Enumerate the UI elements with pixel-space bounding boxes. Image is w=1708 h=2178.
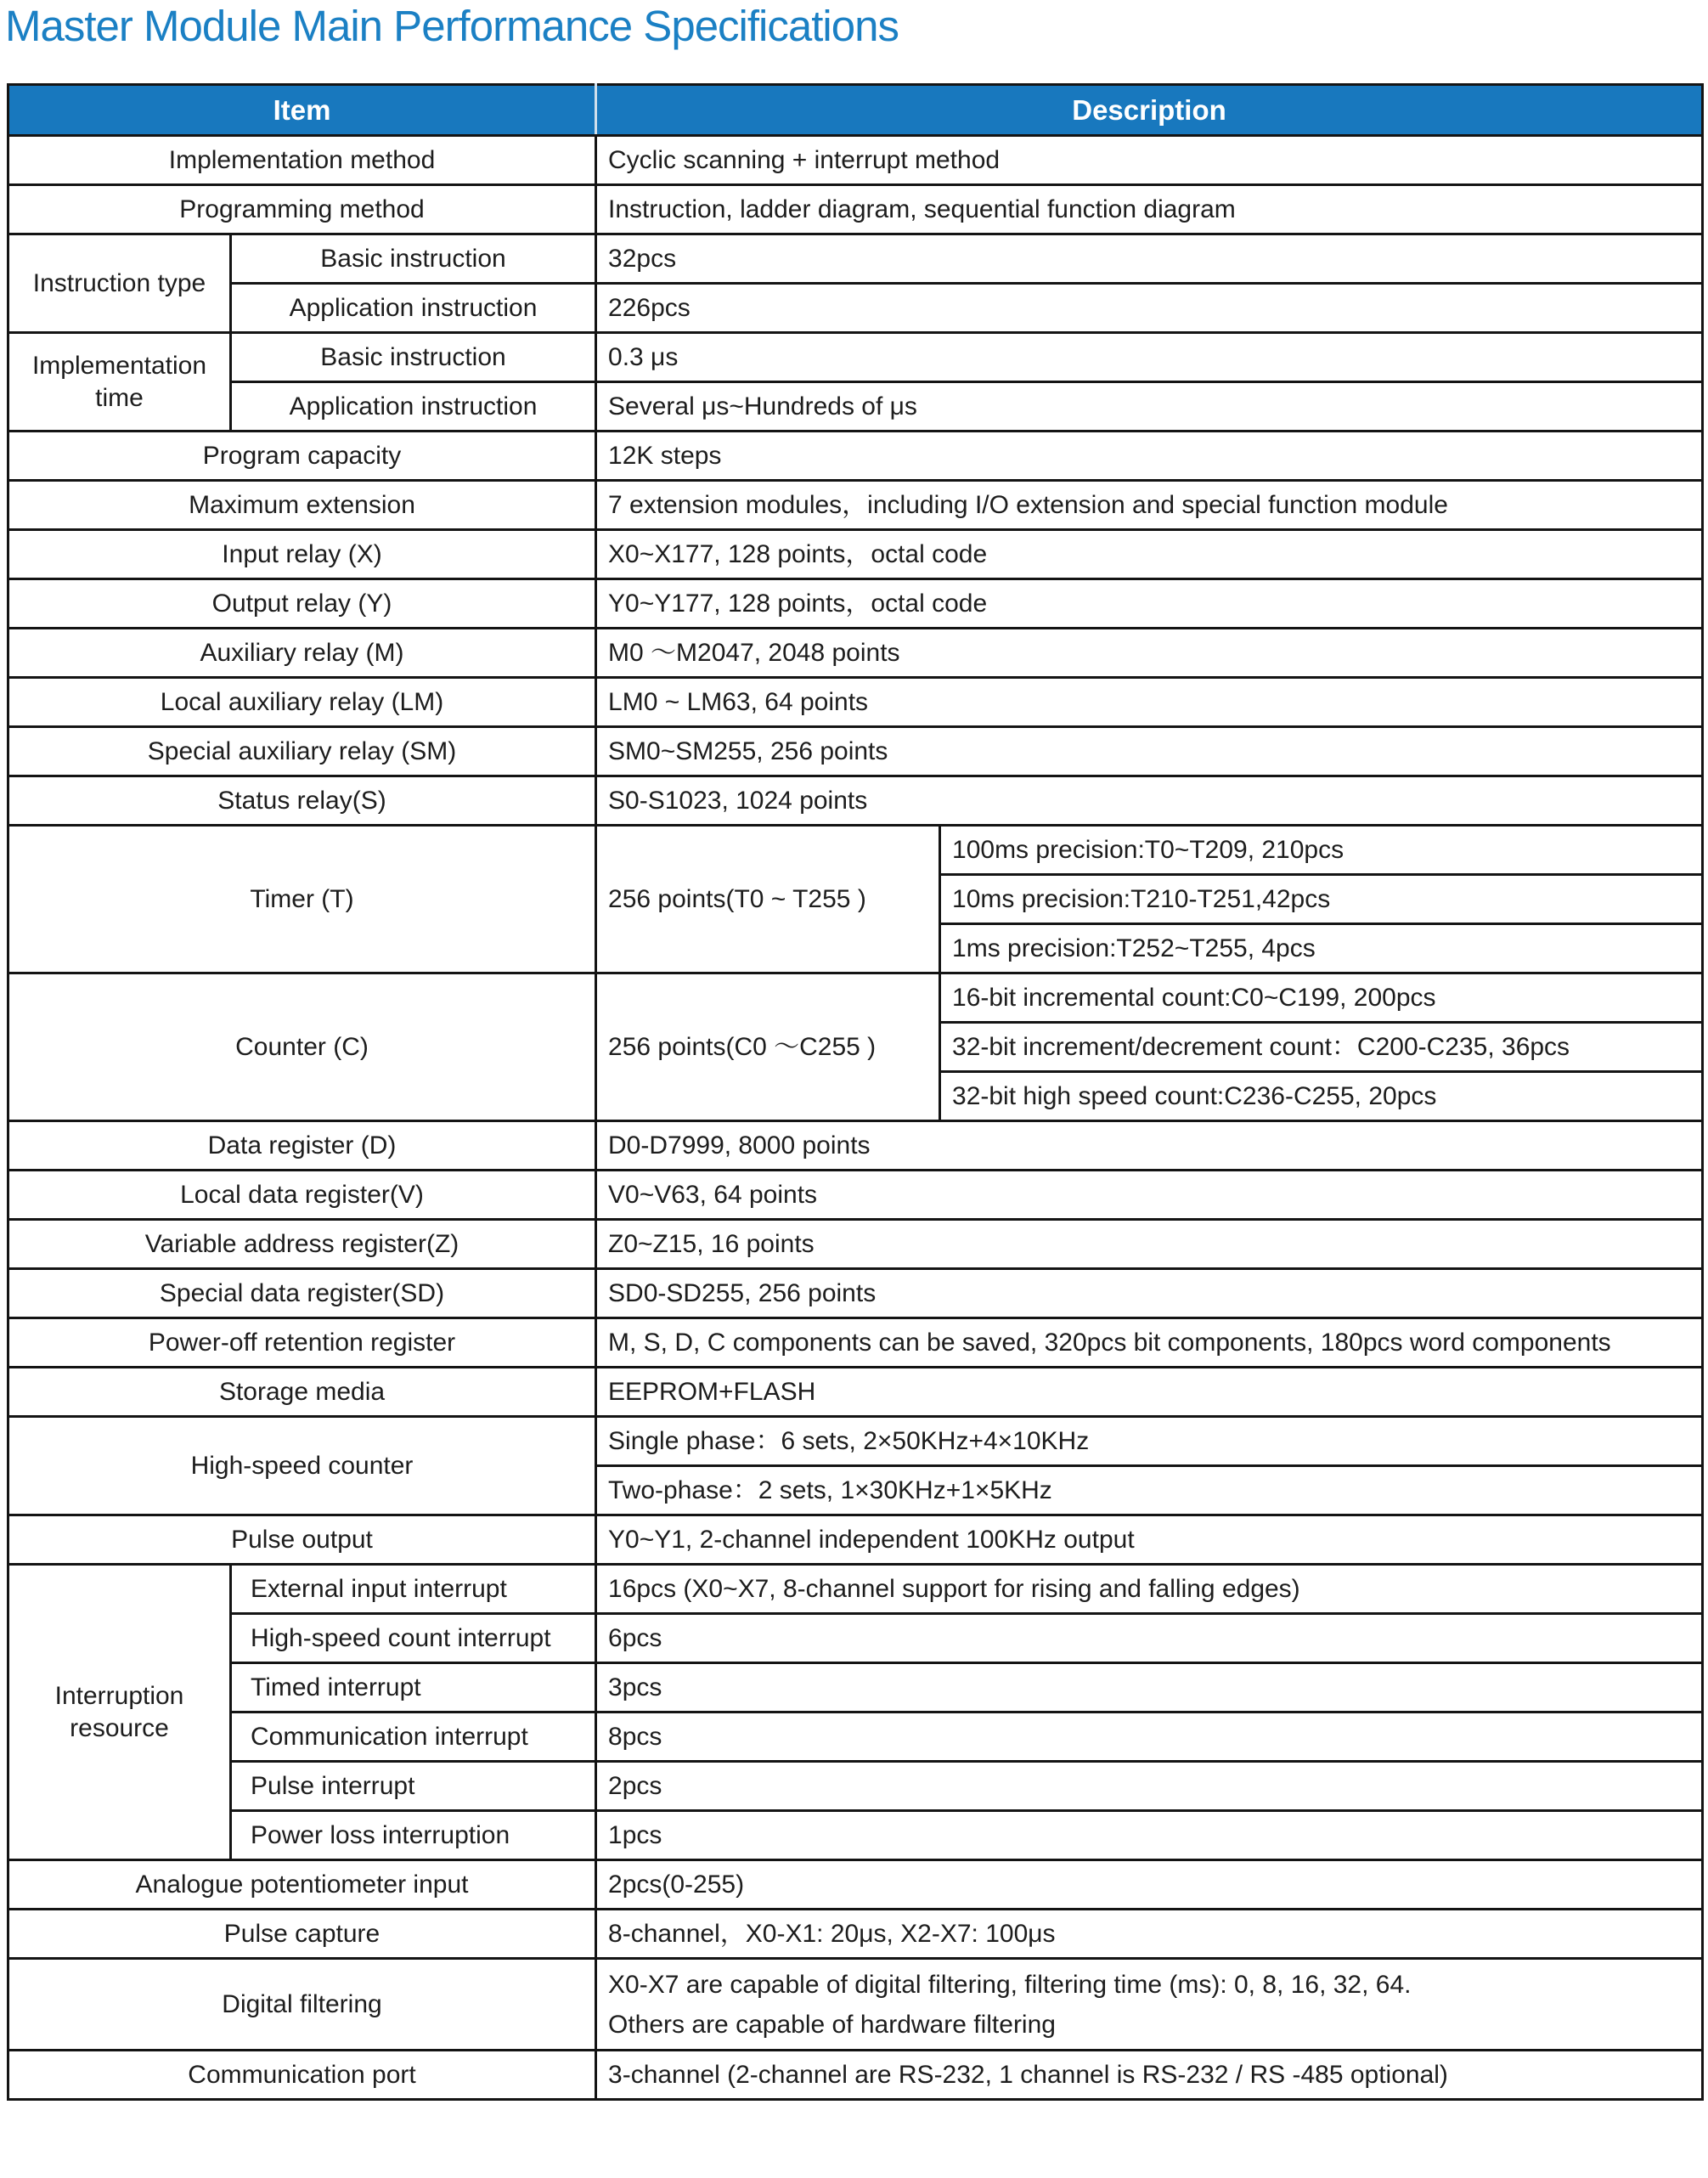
row-interrupt-pulse [8, 1762, 1703, 1811]
header-item: Item [8, 85, 596, 136]
item-instruction-type-basic: Basic instruction [231, 234, 596, 284]
item-instruction-type-application: Application instruction [231, 284, 596, 333]
item-timed-interrupt: Timed interrupt [231, 1663, 596, 1712]
table-header-row [8, 85, 1703, 136]
item-local-data-register: Local data register(V) [8, 1171, 596, 1220]
item-external-input-interrupt: External input interrupt [231, 1565, 596, 1614]
row-interrupt-power-loss [8, 1811, 1703, 1860]
row-special-auxiliary-relay [8, 727, 1703, 776]
item-pulse-capture: Pulse capture [8, 1910, 596, 1959]
desc-digital-filtering-line2: Others are capable of hardware filtering [608, 2010, 1056, 2039]
row-counter-16bit [8, 973, 1703, 1023]
desc-output-relay: Y0~Y177, 128 points，octal code [596, 579, 1703, 629]
desc-program-capacity: 12K steps [596, 432, 1703, 481]
desc-input-relay: X0~X177, 128 points，octal code [596, 530, 1703, 579]
item-counter: Counter (C) [8, 973, 596, 1121]
desc-implementation-time-basic: 0.3 μs [596, 333, 1703, 382]
desc-analogue-potentiometer-input: 2pcs(0-255) [596, 1860, 1703, 1910]
desc-status-relay: S0-S1023, 1024 points [596, 776, 1703, 826]
desc-power-loss-interruption: 1pcs [596, 1811, 1703, 1860]
item-digital-filtering: Digital filtering [8, 1959, 596, 2051]
desc-auxiliary-relay: M0 ～M2047, 2048 points [596, 629, 1703, 678]
desc-implementation-method: Cyclic scanning + interrupt method [596, 136, 1703, 185]
item-data-register: Data register (D) [8, 1121, 596, 1171]
row-analogue-potentiometer-input [8, 1860, 1703, 1910]
desc-timer-100ms: 100ms precision:T0~T209, 210pcs [940, 826, 1703, 875]
desc-maximum-extension: 7 extension modules，including I/O extension and special function module [596, 481, 1703, 530]
item-communication-port: Communication port [8, 2051, 596, 2100]
item-analogue-potentiometer-input: Analogue potentiometer input [8, 1860, 596, 1910]
desc-instruction-type-application: 226pcs [596, 284, 1703, 333]
desc-programming-method: Instruction, ladder diagram, sequential function diagram [596, 185, 1703, 234]
desc-pulse-capture: 8-channel，X0-X1: 20μs, X2-X7: 100μs [596, 1910, 1703, 1959]
item-pulse-interrupt: Pulse interrupt [231, 1762, 596, 1811]
row-interrupt-external [8, 1565, 1703, 1614]
item-implementation-time-application: Application instruction [231, 382, 596, 432]
row-auxiliary-relay [8, 629, 1703, 678]
desc-storage-media: EEPROM+FLASH [596, 1368, 1703, 1417]
item-high-speed-counter: High-speed counter [8, 1417, 596, 1515]
item-program-capacity: Program capacity [8, 432, 596, 481]
item-output-relay: Output relay (Y) [8, 579, 596, 629]
row-local-data-register [8, 1171, 1703, 1220]
row-implementation-time-application [8, 382, 1703, 432]
desc-local-auxiliary-relay: LM0 ~ LM63, 64 points [596, 678, 1703, 727]
item-status-relay: Status relay(S) [8, 776, 596, 826]
item-implementation-method: Implementation method [8, 136, 596, 185]
row-local-auxiliary-relay [8, 678, 1703, 727]
item-special-data-register: Special data register(SD) [8, 1269, 596, 1318]
item-auxiliary-relay: Auxiliary relay (M) [8, 629, 596, 678]
row-status-relay [8, 776, 1703, 826]
desc-communication-port: 3-channel (2-channel are RS-232, 1 channel is RS-232 / RS -485 optional) [596, 2051, 1703, 2100]
desc-digital-filtering [596, 1959, 1703, 2051]
desc-external-input-interrupt: 16pcs (X0~X7, 8-channel support for rising and falling edges) [596, 1565, 1703, 1614]
desc-counter-points: 256 points(C0 ～C255 ) [596, 973, 940, 1121]
item-maximum-extension: Maximum extension [8, 481, 596, 530]
desc-implementation-time-application: Several μs~Hundreds of μs [596, 382, 1703, 432]
item-interruption-resource: Interruption resource [8, 1565, 231, 1860]
header-description: Description [596, 85, 1703, 136]
row-data-register [8, 1121, 1703, 1171]
item-instruction-type: Instruction type [8, 234, 231, 333]
desc-instruction-type-basic: 32pcs [596, 234, 1703, 284]
desc-variable-address-register: Z0~Z15, 16 points [596, 1220, 1703, 1269]
desc-pulse-output: Y0~Y1, 2-channel independent 100KHz output [596, 1515, 1703, 1565]
row-implementation-time-basic [8, 333, 1703, 382]
desc-timer-10ms: 10ms precision:T210-T251,42pcs [940, 875, 1703, 924]
desc-timed-interrupt: 3pcs [596, 1663, 1703, 1712]
row-output-relay [8, 579, 1703, 629]
row-pulse-capture [8, 1910, 1703, 1959]
desc-local-data-register: V0~V63, 64 points [596, 1171, 1703, 1220]
desc-digital-filtering-line1: X0-X7 are capable of digital filtering, filtering time (ms): 0, 8, 16, 32, 64. [608, 1970, 1412, 1999]
item-pulse-output: Pulse output [8, 1515, 596, 1565]
item-implementation-time: Implementation time [8, 333, 231, 432]
item-special-auxiliary-relay: Special auxiliary relay (SM) [8, 727, 596, 776]
item-implementation-time-basic: Basic instruction [231, 333, 596, 382]
desc-communication-interrupt: 8pcs [596, 1712, 1703, 1762]
item-storage-media: Storage media [8, 1368, 596, 1417]
item-local-auxiliary-relay: Local auxiliary relay (LM) [8, 678, 596, 727]
desc-counter-32bit-incdec: 32-bit increment/decrement count：C200-C235, 36pcs [940, 1023, 1703, 1072]
item-power-loss-interruption: Power loss interruption [231, 1811, 596, 1860]
row-input-relay [8, 530, 1703, 579]
row-implementation-method [8, 136, 1703, 185]
desc-timer-points: 256 points(T0 ~ T255 ) [596, 826, 940, 973]
row-instruction-type-application [8, 284, 1703, 333]
desc-counter-32bit-highspeed: 32-bit high speed count:C236-C255, 20pcs [940, 1072, 1703, 1121]
row-storage-media [8, 1368, 1703, 1417]
row-communication-port [8, 2051, 1703, 2100]
desc-data-register: D0-D7999, 8000 points [596, 1121, 1703, 1171]
item-power-off-retention: Power-off retention register [8, 1318, 596, 1368]
desc-pulse-interrupt: 2pcs [596, 1762, 1703, 1811]
row-instruction-type-basic [8, 234, 1703, 284]
desc-high-speed-count-interrupt: 6pcs [596, 1614, 1703, 1663]
row-pulse-output [8, 1515, 1703, 1565]
desc-power-off-retention: M, S, D, C components can be saved, 320pcs bit components, 180pcs word components [596, 1318, 1703, 1368]
spec-table [7, 83, 1704, 2101]
item-timer: Timer (T) [8, 826, 596, 973]
desc-timer-1ms: 1ms precision:T252~T255, 4pcs [940, 924, 1703, 973]
item-programming-method: Programming method [8, 185, 596, 234]
item-high-speed-count-interrupt: High-speed count interrupt [231, 1614, 596, 1663]
desc-counter-16bit: 16-bit incremental count:C0~C199, 200pcs [940, 973, 1703, 1023]
row-interrupt-high-speed-count [8, 1614, 1703, 1663]
row-interrupt-communication [8, 1712, 1703, 1762]
row-digital-filtering [8, 1959, 1703, 2051]
item-variable-address-register: Variable address register(Z) [8, 1220, 596, 1269]
desc-high-speed-counter-two-phase: Two-phase：2 sets, 1×30KHz+1×5KHz [596, 1466, 1703, 1515]
desc-special-data-register: SD0-SD255, 256 points [596, 1269, 1703, 1318]
desc-high-speed-counter-single-phase: Single phase：6 sets, 2×50KHz+4×10KHz [596, 1417, 1703, 1466]
item-input-relay: Input relay (X) [8, 530, 596, 579]
row-programming-method [8, 185, 1703, 234]
row-variable-address-register [8, 1220, 1703, 1269]
row-power-off-retention [8, 1318, 1703, 1368]
row-special-data-register [8, 1269, 1703, 1318]
row-maximum-extension [8, 481, 1703, 530]
row-high-speed-counter-single [8, 1417, 1703, 1466]
row-program-capacity [8, 432, 1703, 481]
desc-special-auxiliary-relay: SM0~SM255, 256 points [596, 727, 1703, 776]
row-timer-100ms [8, 826, 1703, 875]
item-communication-interrupt: Communication interrupt [231, 1712, 596, 1762]
page-title: Master Module Main Performance Specifications [5, 2, 899, 50]
row-interrupt-timed [8, 1663, 1703, 1712]
